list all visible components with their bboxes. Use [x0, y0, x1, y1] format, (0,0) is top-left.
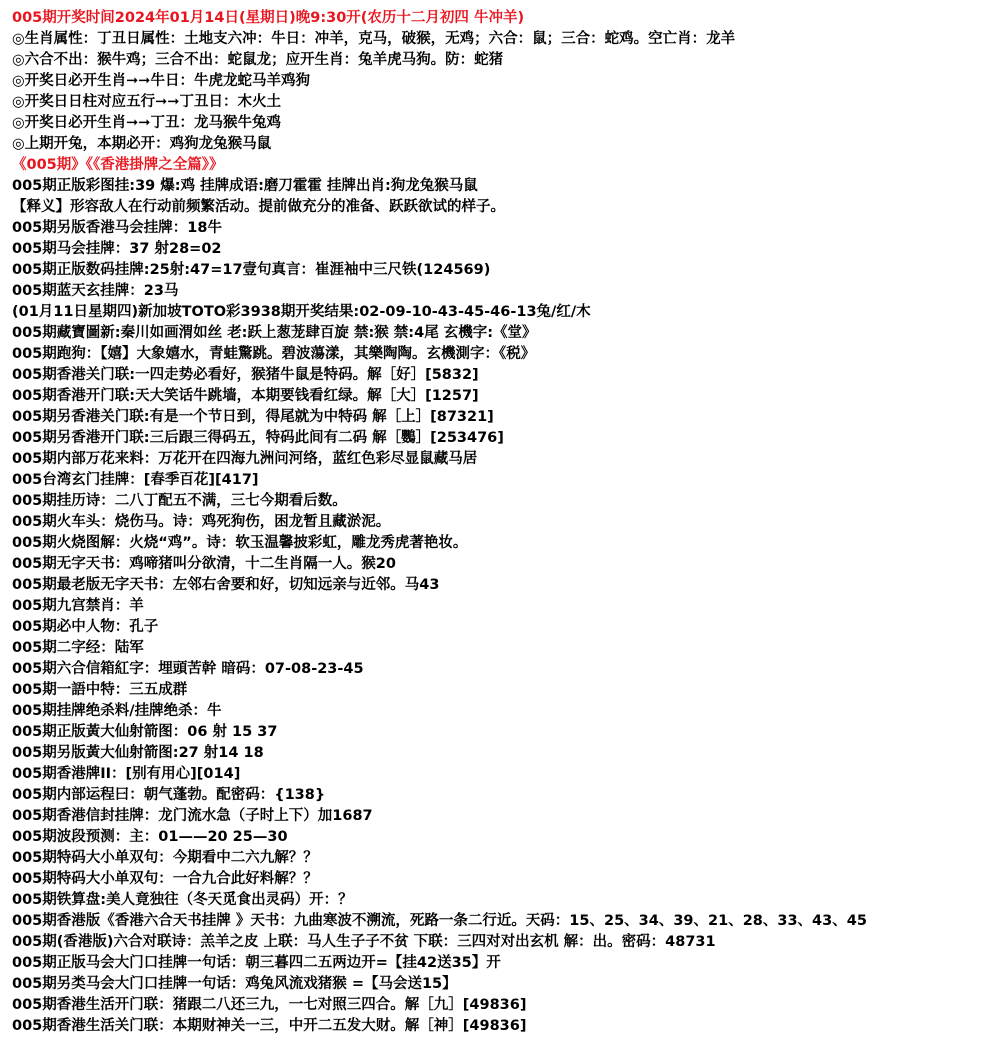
text-line: 005期正版彩图挂:39 爆:鸡 挂牌成语:磨刀霍霍 挂牌出肖:狗龙兔猴马鼠: [12, 178, 478, 194]
text-line: 005期香港生活关门联：本期财神关一三，中开二五发大财。解［神］[49836]: [12, 1018, 527, 1034]
text-line: ◎六合不出：猴牛鸡；三合不出：蛇鼠龙；应开生肖：兔羊虎马狗。防：蛇猪: [12, 52, 504, 68]
text-line: 005期另香港开门联:三后跟三得码五，特码此间有二码 解［鸚］[253476]: [12, 430, 504, 446]
text-line: 005期挂牌绝杀料/挂牌绝杀：牛: [12, 703, 222, 719]
text-line: 005期特码大小单双句：今期看中二六九解？？: [12, 850, 318, 866]
text-line: (01月11日星期四)新加坡TOTO彩3938期开奖结果:02-09-10-43-45-46-13兔/红/木: [12, 304, 591, 320]
text-line: 005期跑狗：【嬉】大象嬉水，青蛙驚跳。碧波蕩漾，其樂陶陶。玄機測字：《税》: [12, 346, 536, 362]
text-line: 005期香港版《香港六合天书挂牌 》天书：九曲寒波不溯流，死路一条二行近。天码：15、25、34、39、21、28、33、43、45: [12, 913, 867, 929]
text-line: ◎开奖日必开生肖➞➞牛日：牛虎龙蛇马羊鸡狗: [12, 73, 310, 89]
text-line: 005期特码大小单双句：一合九合此好料解？？: [12, 871, 318, 887]
text-line: 005期铁算盘:美人竟独往（冬天觅食出灵码）开：？: [12, 892, 353, 908]
text-line: 005期必中人物：孔子: [12, 619, 159, 635]
text-line: 005期二字经：陆军: [12, 640, 144, 656]
text-line: ◎开奖日必开生肖➞➞丁丑：龙马猴牛兔鸡: [12, 115, 281, 131]
text-line: ◎生肖属性：丁丑日属性：土地支六冲：牛日：冲羊，克马，破猴，无鸡；六合：鼠；三合：蛇鸡。空亡肖：龙羊: [12, 31, 736, 47]
heading-line: 《005期》《《香港掛牌之全篇》》: [12, 157, 224, 173]
text-line: 005期另版黃大仙射箭图:27 射14 18: [12, 745, 264, 761]
text-line: 005期香港牌II：[别有用心][014]: [12, 766, 241, 782]
text-line: 005期另香港关门联:有是一个节日到，得尾就为中特码 解［上］[87321]: [12, 409, 494, 425]
text-line: 005期火烧图解：火烧“鸡”。诗：软玉温馨披彩虹，雕龙秀虎著艳妆。: [12, 535, 468, 551]
text-line: 005期挂历诗：二八丁配五不满，三七今期看后数。: [12, 493, 347, 509]
text-line: 005期马会挂牌：37 射28=02: [12, 241, 222, 257]
text-line: 005期藏寶圖新:秦川如画渭如丝 老:跃上葱茏肆百旋 禁:猴 禁:4尾 玄機字:《堂》: [12, 325, 537, 341]
text-line: 005期香港生活开门联：猪跟二八还三九，一七对照三四合。解［九］[49836]: [12, 997, 527, 1013]
text-line: 【释义】形容敌人在行动前频繁活动。提前做充分的准备、跃跃欲试的样子。: [12, 199, 505, 215]
text-line: 005期波段预测：主：01——20 25—30: [12, 829, 288, 845]
text-line: 005期另类马会大门口挂牌一句话：鸡兔风流戏猪猴 =【马会送15】: [12, 976, 457, 992]
text-line: 005期另版香港马会挂牌：18牛: [12, 220, 222, 236]
text-line: 005期蓝天玄挂牌：23马: [12, 283, 179, 299]
text-line: 005期无字天书：鸡啼猪叫分欲清，十二生肖隔一人。猴20: [12, 556, 396, 572]
text-line: ◎上期开兔，本期必开：鸡狗龙兔猴马鼠: [12, 136, 272, 152]
text-line: 005期九宫禁肖：羊: [12, 598, 144, 614]
text-line: 005期香港信封挂牌：龙门流水急（子时上下）加1687: [12, 808, 373, 824]
text-line: 005台湾玄门挂牌：[春季百花][417]: [12, 472, 259, 488]
text-line: ◎开奖日日柱对应五行➞➞丁丑日：木火土: [12, 94, 281, 110]
text-line: 005期香港开门联:天大笑话牛跳墙，本期要钱看红绿。解［大］[1257]: [12, 388, 479, 404]
text-line: 005期内部万花来料：万花开在四海九洲问河络，蓝红色彩尽显鼠藏马居: [12, 451, 478, 467]
text-line: 005期(香港版)六合对联诗：羔羊之皮 上联：马人生子子不贫 下联：三四对对出玄机 解：出。密码：48731: [12, 934, 716, 950]
text-line: 005期火车头：烧伤马。诗：鸡死狗伤，困龙暂且藏淤泥。: [12, 514, 391, 530]
text-line: 005期内部运程曰：朝气蓬勃。配密码：{138}: [12, 787, 326, 803]
text-line: 005期最老版无字天书：左邻右舍要和好，切知远亲与近邻。马43: [12, 577, 440, 593]
text-line: 005期正版黃大仙射箭图：06 射 15 37: [12, 724, 278, 740]
text-line: 005期一語中特：三五成群: [12, 682, 188, 698]
text-line: 005期正版数码挂牌:25射:47=17壹句真言：崔涯袖中三尺铁(124569): [12, 262, 491, 278]
text-line: 005期正版马会大门口挂牌一句话：朝三暮四二五两边开=【挂42送35】开: [12, 955, 501, 971]
text-line: 005期六合信箱紅字：埋頭苦幹 暗码：07-08-23-45: [12, 661, 364, 677]
heading-line: 005期开奖时间2024年01月14日(星期日)晚9:30开(农历十二月初四 牛冲羊): [12, 10, 525, 26]
text-line: 005期香港关门联:一四走势必看好，猴猪牛鼠是特码。解［好］[5832]: [12, 367, 479, 383]
